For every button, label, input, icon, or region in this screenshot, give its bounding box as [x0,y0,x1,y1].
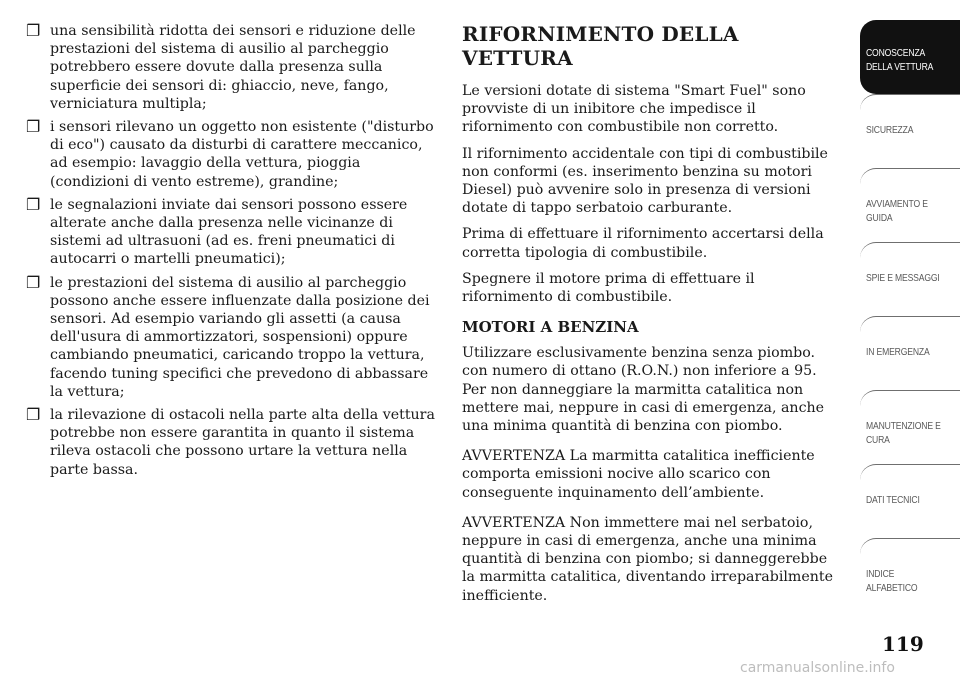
paragraph: Il rifornimento accidentale con tipi di combustibile non conformi (es. inserimento benzina su motori Diesel) può avvenire solo in presenza di versioni dotate di tappo serbatoio carburante. [462,145,828,217]
subsection-title: MOTORI A BENZINA [462,318,639,337]
checkbox-bullet-icon: ❐ [26,405,41,425]
paragraph: Le versioni dotate di sistema "Smart Fuel" sono provviste di un inibitore che impedisce il rifornimento con combustibile non corretto. [462,83,806,136]
tab-manutenzione-e-cura[interactable]: MANUTENZIONE E CURA [860,390,960,464]
list-item: ❐ le segnalazioni inviate dai sensori possono essere alterate anche dalla presenza nelle vicinanze di sistemi ad ultrasuoni (ad es. freni pneumatici di autocarri o martelli pneumatici); [26,194,408,268]
left-column [20,22,440,484]
warning-paragraph: AVVERTENZA Non immettere mai nel serbatoio, neppure in casi di emergenza, anche una minima quantità di benzina con piombo; si danneggerebbe la marmitta catalitica, diventando irreparabilmente inefficiente. [462,514,833,604]
right-column [462,22,840,613]
tab-sicurezza[interactable]: SICUREZZA [860,94,960,168]
checkbox-bullet-icon: ❐ [26,272,41,292]
list-item: ❐ i sensori rilevano un oggetto non esistente ("disturbo di eco") causato da disturbi di carattere meccanico, ad esempio: lavaggio della vettura, pioggia (condizioni di vento estreme), grandine; [26,117,434,190]
paragraph: Spegnere il motore prima di effettuare il rifornimento di combustibile. [462,270,755,306]
bullet-list [20,22,440,479]
warning-paragraph: AVVERTENZA La marmitta catalitica inefficiente comporta emissioni nocive allo scarico con conseguente inquinamento dell’ambiente. [462,448,815,501]
checkbox-bullet-icon: ❐ [26,21,41,40]
paragraph: Prima di effettuare il rifornimento accertarsi della corretta tipologia di combustibile. [462,226,824,261]
page-number: 119 [882,632,924,656]
list-item: ❐ le prestazioni del sistema di ausilio al parcheggio possono anche essere influenzate dalla posizione dei sensori. Ad esempio variando gli assetti (a causa dell'usura di ammortizzatori, sospensioni) oppure cambiando pneumatici, caricando troppo la vettura, facendo tuning specifici che prevedono di abbassare la vettura; [26,272,430,400]
tab-spie-e-messaggi[interactable]: SPIE E MESSAGGI [860,242,960,316]
checkbox-bullet-icon: ❐ [26,194,41,214]
tab-conoscenza-della-vettura[interactable]: CONOSCENZA DELLA VETTURA [860,20,960,94]
tab-in-emergenza[interactable]: IN EMERGENZA [860,316,960,390]
list-item: ❐ la rilevazione di ostacoli nella parte alta della vettura potrebbe non essere garantita in quanto il sistema rileva ostacoli che possono urtare la vettura nella parte bassa. [26,405,435,478]
watermark: carmanualsonline.info [740,660,895,676]
list-item: ❐ una sensibilità ridotta dei sensori e riduzione delle prestazioni del sistema di ausilio al parcheggio potrebbero essere dovute dalla presenza sulla superficie dei sensori di: ghiaccio, neve, fango, verniciatura multipla; [26,21,416,112]
checkbox-bullet-icon: ❐ [26,117,41,137]
paragraph: Utilizzare esclusivamente benzina senza piombo. con numero di ottano (R.O.N.) non inferiore a 95. Per non danneggiare la marmitta catalitica non mettere mai, neppure in casi di emergenza, anche una minima quantità di benzina con piombo. [462,345,825,435]
tab-indice-alfabetico[interactable]: INDICE ALFABETICO [860,538,960,612]
chapter-sidebar [860,20,960,612]
tab-dati-tecnici[interactable]: DATI TECNICI [860,464,960,538]
section-title: RIFORNIMENTO DELLA VETTURA [462,22,739,70]
tab-avviamento-e-guida[interactable]: AVVIAMENTO E GUIDA [860,168,960,242]
